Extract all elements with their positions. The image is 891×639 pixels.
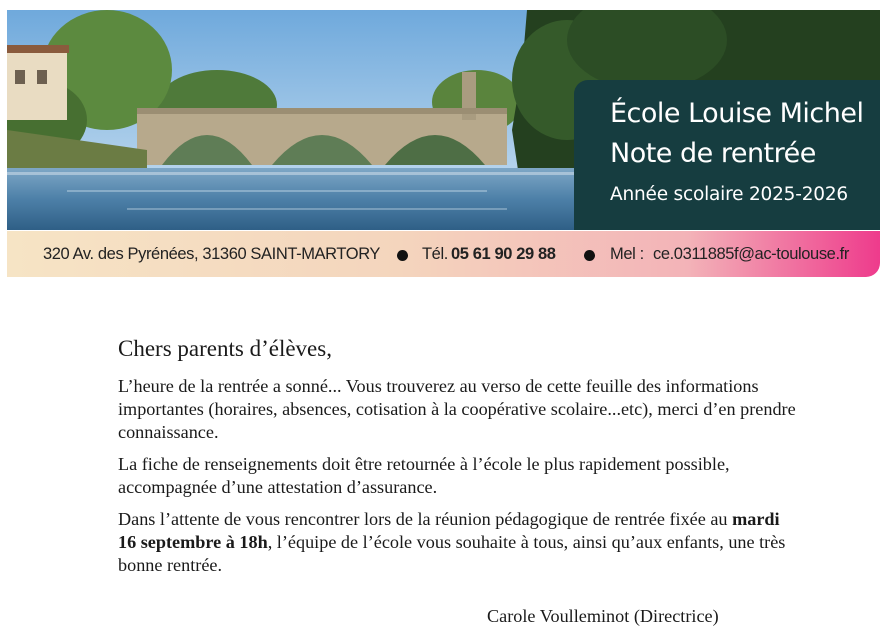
mail-label: Mel :	[610, 245, 644, 263]
bullet-dot	[584, 250, 595, 261]
greeting: Chers parents d’élèves,	[118, 336, 332, 361]
paragraph-3: Dans l’attente de vous rencontrer lors de la réunion pédagogique de rentrée fixée au mardi 16 septembre à 18h, l’équipe de l’école vous souhaite à tous, ainsi qu’aux enfants, une très bonne rentrée.	[118, 509, 786, 575]
school-address: 320 Av. des Pyrénées, 31360 SAINT-MARTORY	[43, 245, 381, 263]
school-year: Année scolaire 2025-2026	[610, 184, 848, 205]
signature: Carole Voulleminot (Directrice)	[487, 606, 719, 626]
paragraph-2: La fiche de renseignements doit être retournée à l’école le plus rapidement possible, accompagnée d’une attestation d’assurance.	[118, 454, 730, 497]
document-title: Note de rentrée	[610, 138, 816, 169]
meeting-date: mardi 16 septembre à 18h	[118, 509, 780, 552]
school-name: École Louise Michel	[610, 98, 864, 129]
bullet-dot	[397, 250, 408, 261]
letter-body	[118, 336, 798, 586]
contact-bar	[7, 231, 880, 277]
phone-label: Tél.	[422, 245, 448, 263]
mail-address: ce.0311885f@ac-toulouse.fr	[653, 245, 849, 263]
title-panel	[574, 80, 880, 230]
paragraph-1: L’heure de la rentrée a sonné... Vous trouverez au verso de cette feuille des informations importantes (horaires, absences, cotisation à la coopérative scolaire...etc), merci d’en prendre connaissance.	[118, 376, 796, 442]
phone-number: 05 61 90 29 88	[451, 245, 556, 263]
